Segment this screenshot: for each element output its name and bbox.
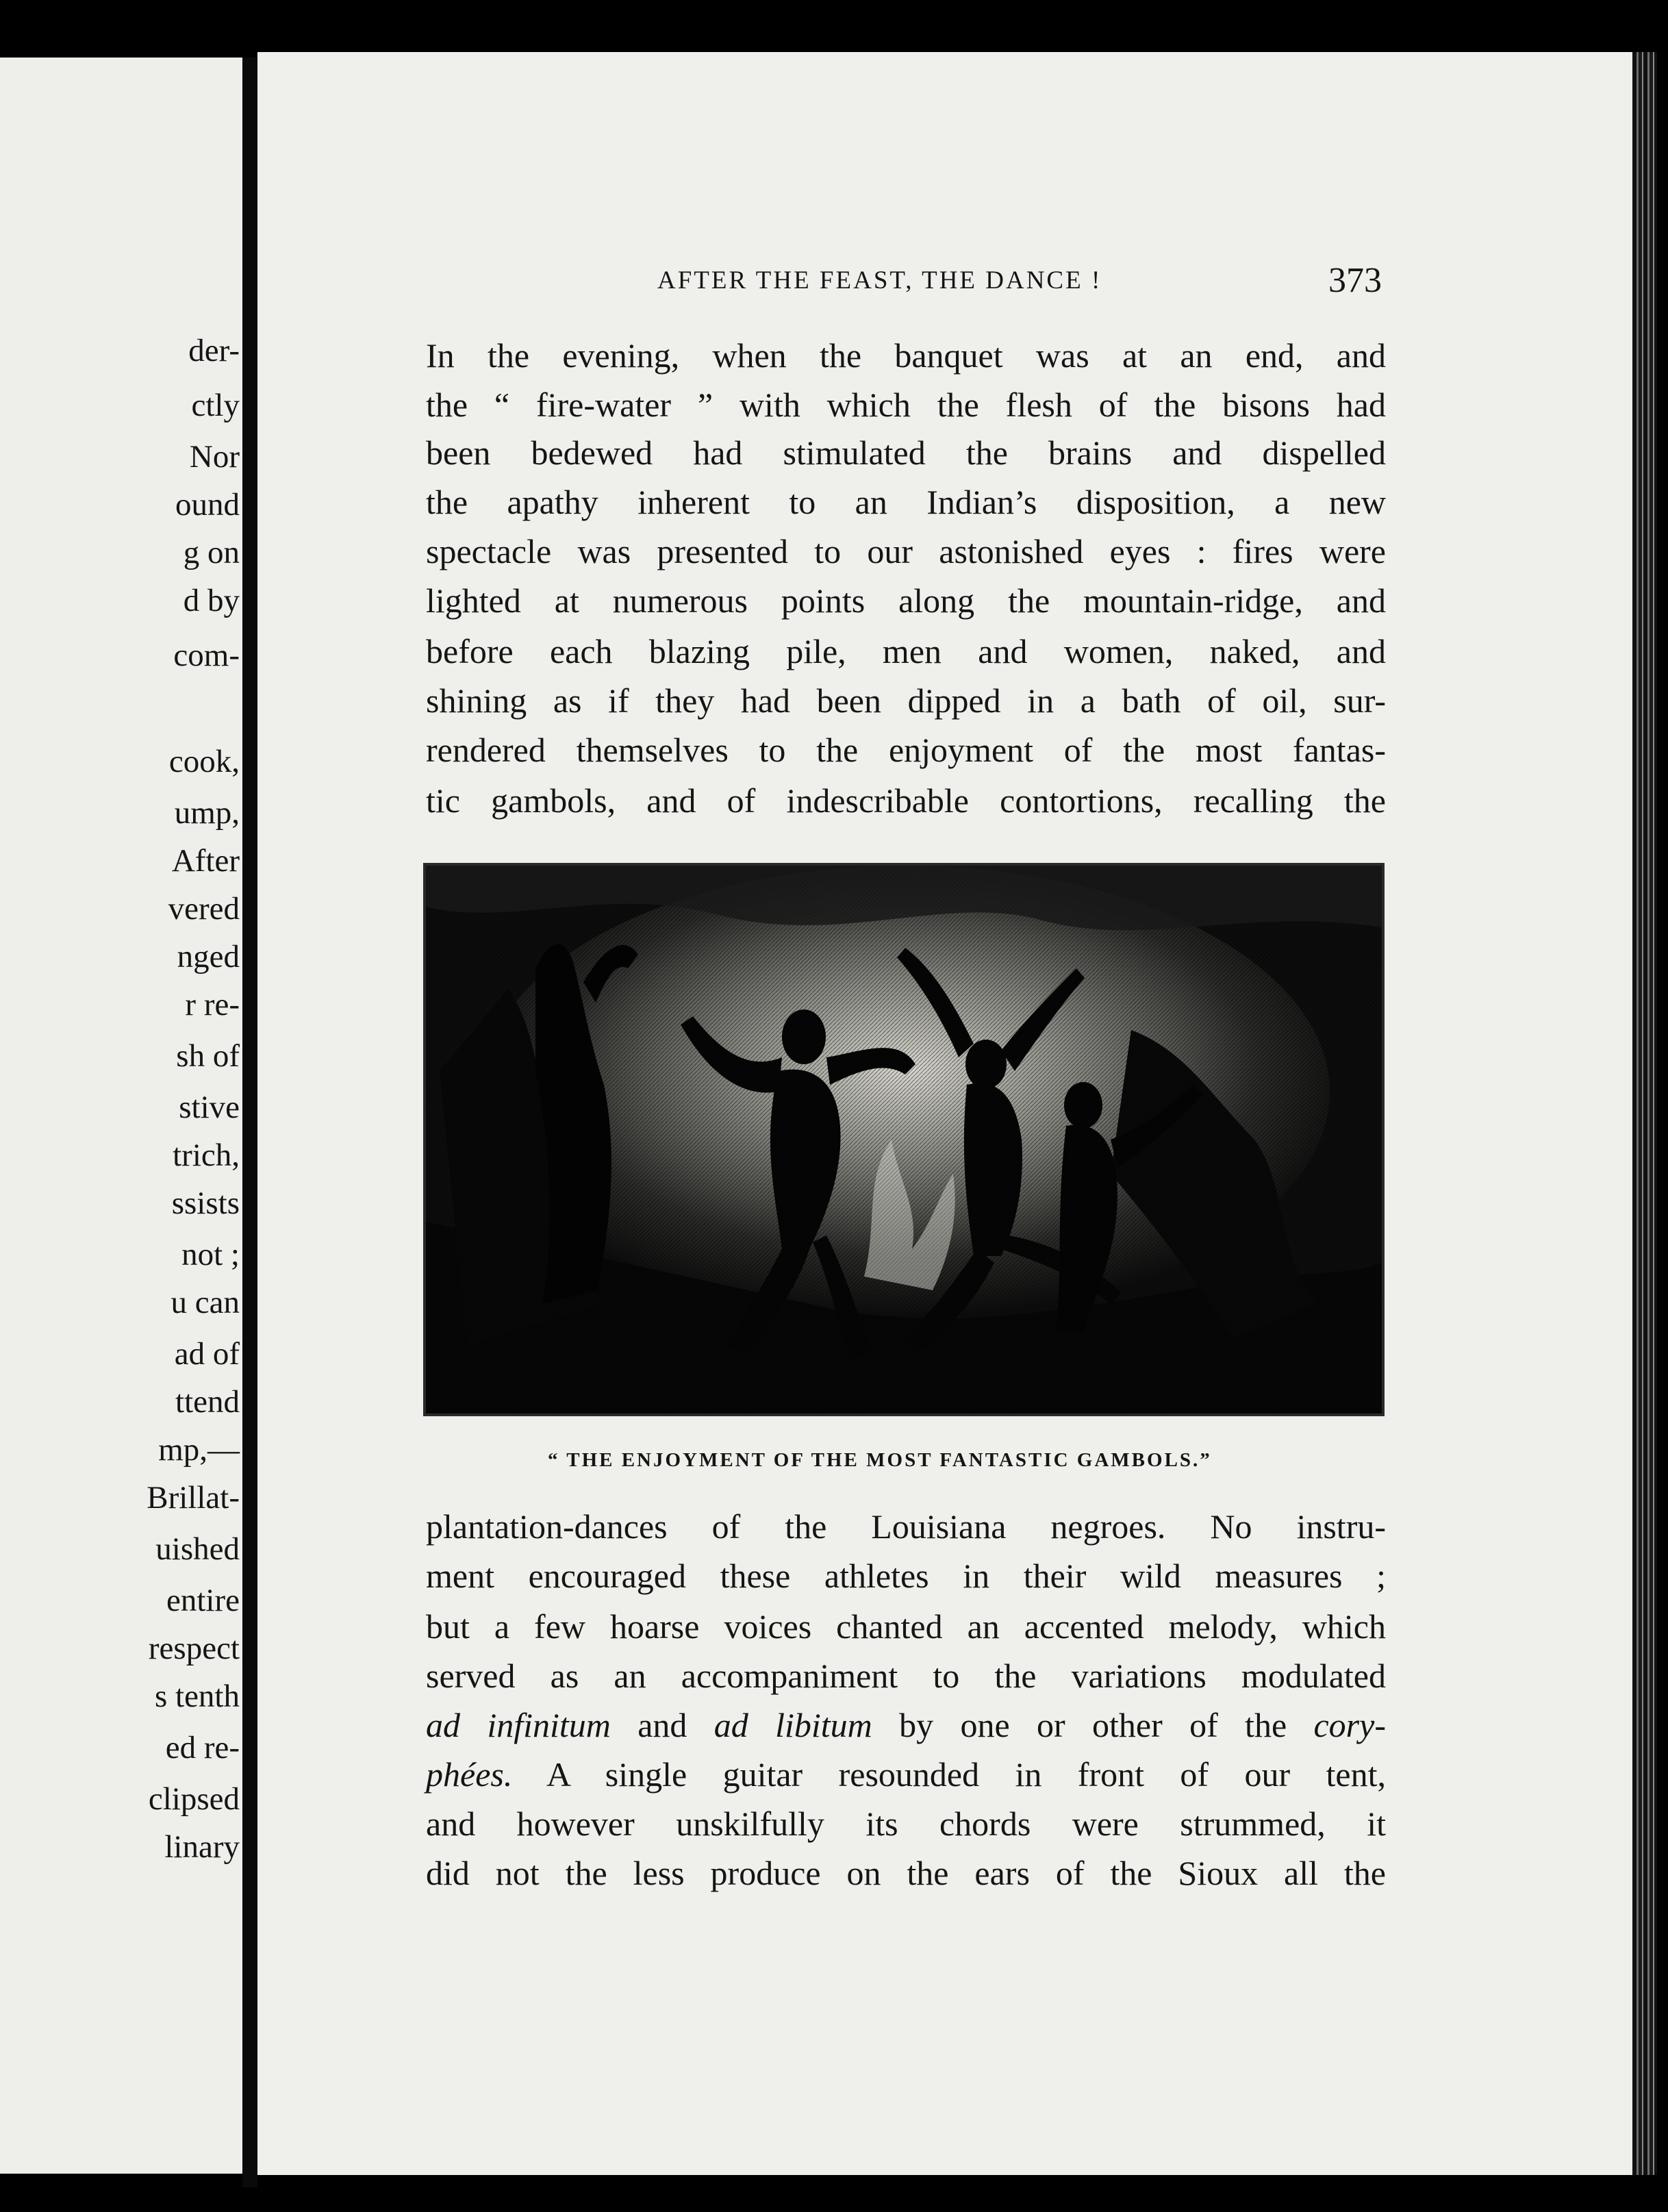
previous-page-text xyxy=(0,58,242,2174)
previous-page-line: ssists xyxy=(171,1185,240,1221)
previous-page-line: uished xyxy=(155,1531,240,1567)
previous-page-fragment xyxy=(0,58,242,2174)
previous-page-line: s tenth xyxy=(154,1679,240,1714)
previous-page-line: u can xyxy=(170,1285,240,1320)
text-line: did not the less produce on the ears of the Sioux all the xyxy=(426,1854,1386,1892)
previous-page-line: trich, xyxy=(173,1138,240,1173)
dancers-by-firelight-engraving xyxy=(426,866,1382,1413)
previous-page-line: mp,— xyxy=(158,1432,240,1468)
text-line: lighted at numerous points along the mountain-ridge, and xyxy=(426,581,1386,620)
previous-page-line: g on xyxy=(183,535,240,570)
previous-page-line: com- xyxy=(173,638,240,673)
illustration-caption: “ THE ENJOYMENT OF THE MOST FANTASTIC GAMBOLS.” xyxy=(548,1449,1212,1471)
previous-page-line: ump, xyxy=(174,795,240,831)
text-line: In the evening, when the banquet was at an end, and xyxy=(426,336,1386,375)
text-line: served as an accompaniment to the variations modulated xyxy=(426,1657,1386,1695)
text-line: spectacle was presented to our astonished eyes : fires were xyxy=(426,532,1386,570)
text-line: before each blazing pile, men and women, naked, and xyxy=(426,632,1386,670)
text-line: ment encouraged these athletes in their wild measures ; xyxy=(426,1557,1386,1595)
previous-page-line: respect xyxy=(148,1631,240,1666)
previous-page-line: Brillat- xyxy=(147,1480,240,1516)
previous-page-line: d by xyxy=(183,583,240,618)
text-line: plantation-dances of the Louisiana negroes. No instru- xyxy=(426,1507,1386,1546)
book-gutter xyxy=(242,58,257,2187)
engraving-illustration xyxy=(423,863,1385,1416)
text-line: been bedewed had stimulated the brains and dispelled xyxy=(426,433,1386,472)
text-line: the apathy inherent to an Indian’s disposition, a new xyxy=(426,483,1386,521)
previous-page-line: After xyxy=(171,843,240,879)
previous-page-line: der- xyxy=(188,333,240,368)
previous-page-line: entire xyxy=(166,1583,240,1618)
previous-page-line: stive xyxy=(179,1090,240,1125)
previous-page-line: r re- xyxy=(185,987,240,1022)
page-edges xyxy=(1632,52,1657,2175)
running-head: AFTER THE FEAST, THE DANCE ! xyxy=(657,266,1102,294)
text-line: shining as if they had been dipped in a bath of oil, sur- xyxy=(426,681,1386,720)
page-number: 373 xyxy=(1328,261,1382,300)
text-line: rendered themselves to the enjoyment of the most fantas- xyxy=(426,731,1386,769)
text-line: phées. A single guitar resounded in front of our tent, xyxy=(426,1755,1386,1794)
previous-page-line: linary xyxy=(164,1829,240,1865)
previous-page-line: ad of xyxy=(174,1336,240,1372)
previous-page-line: ttend xyxy=(175,1384,240,1420)
previous-page-line: Nor xyxy=(189,439,240,475)
previous-page-line: not ; xyxy=(181,1237,240,1272)
previous-page-line: clipsed xyxy=(148,1781,240,1817)
previous-page-line: ed re- xyxy=(165,1730,240,1765)
previous-page-line: vered xyxy=(168,891,240,927)
previous-page-line: cook, xyxy=(168,744,240,779)
previous-page-line: sh of xyxy=(176,1038,240,1074)
text-line: ad infinitum and ad libitum by one or other of the cory- xyxy=(426,1706,1386,1744)
text-line: the “ fire-water ” with which the flesh of the bisons had xyxy=(426,386,1386,424)
text-line: but a few hoarse voices chanted an accented melody, which xyxy=(426,1607,1386,1646)
previous-page-line: ctly xyxy=(191,388,240,423)
text-line: tic gambols, and of indescribable contortions, recalling the xyxy=(426,781,1386,820)
previous-page-line: ound xyxy=(175,487,240,523)
text-line: and however unskilfully its chords were strummed, it xyxy=(426,1805,1386,1843)
previous-page-line: nged xyxy=(177,939,240,975)
